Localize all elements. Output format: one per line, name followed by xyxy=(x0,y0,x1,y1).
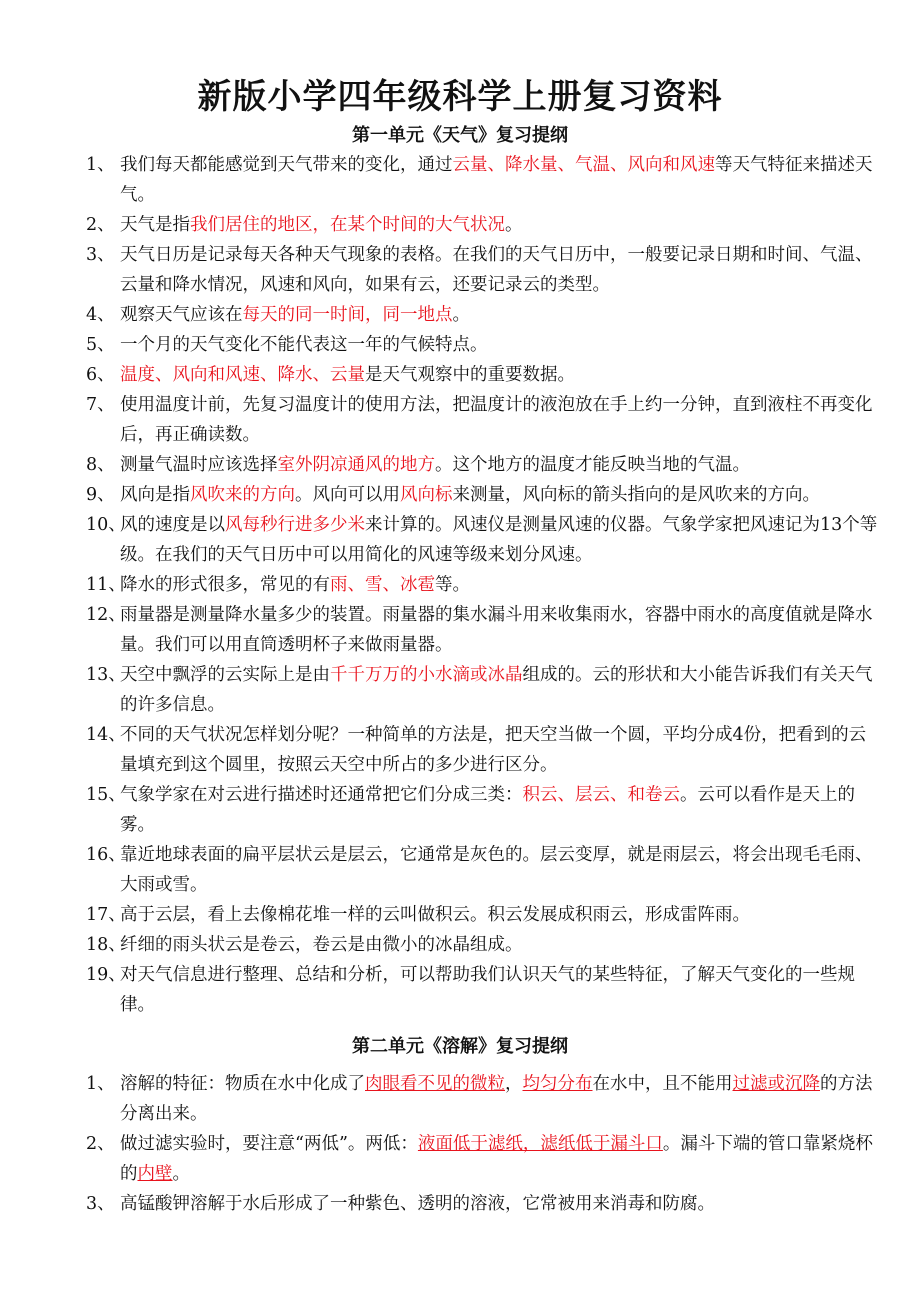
item-text: 组成的。云的形状和大小能告诉我们有关天气的许多信息。 xyxy=(120,665,873,715)
item-text: 风向是指 xyxy=(120,485,190,505)
item-text: 的方法分离出来。 xyxy=(120,1074,873,1124)
item-number: 10、 xyxy=(86,515,126,535)
item-text: 。 xyxy=(172,1164,190,1184)
underlined-text: 液面低于滤纸，滤纸低于漏斗口 xyxy=(417,1134,663,1154)
item-text: 溶解的特征：物质在水中化成了 xyxy=(120,1074,365,1094)
unit1-list-item xyxy=(86,900,881,930)
item-number: 3、 xyxy=(86,1194,115,1214)
highlighted-text: 我们居住的地区，在某个时间的大气状况 xyxy=(190,215,505,235)
item-text: 雨量器是测量降水量多少的装置。雨量器的集水漏斗用来收集雨水，容器中雨水的高度值就是降水量。我们可以用直筒透明杯子来做雨量器。 xyxy=(120,605,873,655)
item-text: 风的速度是以 xyxy=(120,515,225,535)
underlined-text: 过滤或沉降 xyxy=(732,1074,820,1094)
item-number: 1、 xyxy=(86,155,115,175)
item-number: 9、 xyxy=(86,485,115,505)
item-text: 在水中，且不能用 xyxy=(592,1074,733,1094)
item-text: 不同的天气状况怎样划分呢？一种简单的方法是，把天空当做一个圆，平均分成4份，把看到的云量填充到这个圆里，按照云天空中所占的多少进行区分。 xyxy=(120,725,867,775)
item-text: 对天气信息进行整理、总结和分析，可以帮助我们认识天气的某些特征，了解天气变化的一些规律。 xyxy=(120,965,855,1015)
highlighted-text: 积云、层云、和卷云 xyxy=(522,785,680,805)
unit1-list-item xyxy=(86,450,881,480)
item-text: 。这个地方的温度才能反映当地的气温。 xyxy=(435,455,750,475)
item-text: 测量气温时应该选择 xyxy=(120,455,278,475)
item-text: 是天气观察中的重要数据。 xyxy=(365,365,575,385)
unit1-list-item xyxy=(86,150,881,210)
item-text: 来测量，风向标的箭头指向的是风吹来的方向。 xyxy=(452,485,820,505)
item-number: 12、 xyxy=(86,605,126,625)
unit2-heading: 第二单元《溶解》复习提纲 xyxy=(352,1036,568,1057)
item-text: 。 xyxy=(505,215,523,235)
unit1-list-item xyxy=(86,600,881,660)
item-number: 7、 xyxy=(86,395,115,415)
unit1-list xyxy=(86,150,881,1020)
item-number: 2、 xyxy=(86,215,115,235)
unit1-list-item xyxy=(86,510,881,570)
item-number: 14、 xyxy=(86,725,126,745)
item-number: 11、 xyxy=(86,575,126,595)
item-number: 17、 xyxy=(86,905,126,925)
highlighted-text: 风向标 xyxy=(400,485,453,505)
unit1-list-item xyxy=(86,660,881,720)
item-number: 5、 xyxy=(86,335,115,355)
highlighted-text: 风吹来的方向 xyxy=(190,485,295,505)
item-number: 2、 xyxy=(86,1134,115,1154)
unit2-list xyxy=(86,1069,881,1219)
item-text: 来计算的。风速仪是测量风速的仪器。气象学家把风速记为13个等级。在我们的天气日历中可以用简化的风速等级来划分风速。 xyxy=(120,515,878,565)
item-text: 做过滤实验时，要注意“两低”。两低： xyxy=(120,1134,418,1154)
highlighted-text: 云量、降水量、气温、风向和风速 xyxy=(452,155,715,175)
item-text: 高锰酸钾溶解于水后形成了一种紫色、透明的溶液，它常被用来消毒和防腐。 xyxy=(120,1194,715,1214)
item-text: 气象学家在对云进行描述时还通常把它们分成三类： xyxy=(120,785,523,805)
highlighted-text: 千千万万的小水滴或冰晶 xyxy=(330,665,523,685)
item-text: 天气日历是记录每天各种天气现象的表格。在我们的天气日历中，一般要记录日期和时间、气温、云量和降水情况，风速和风向，如果有云，还要记录云的类型。 xyxy=(120,245,873,295)
item-number: 13、 xyxy=(86,665,126,685)
unit1-list-item xyxy=(86,360,881,390)
highlighted-text: 雨、雪、冰雹 xyxy=(330,575,435,595)
unit2-list-item xyxy=(86,1129,881,1189)
item-text: 纤细的雨头状云是卷云，卷云是由微小的冰晶组成。 xyxy=(120,935,523,955)
item-number: 4、 xyxy=(86,305,115,325)
underlined-text: 均匀分布 xyxy=(522,1074,593,1094)
unit1-list-item xyxy=(86,720,881,780)
item-text: 降水的形式很多，常见的有 xyxy=(120,575,330,595)
item-number: 19、 xyxy=(86,965,126,985)
unit1-heading: 第一单元《天气》复习提纲 xyxy=(352,125,568,146)
item-text: 等天气特征来描述天气。 xyxy=(120,155,873,205)
unit1-list-item xyxy=(86,960,881,1020)
item-text: 等。 xyxy=(435,575,470,595)
item-text: 。云可以看作是天上的雾。 xyxy=(120,785,855,835)
unit1-list-item xyxy=(86,780,881,840)
unit1-list-item xyxy=(86,240,881,300)
unit1-list-item xyxy=(86,210,881,240)
item-number: 1、 xyxy=(86,1074,115,1094)
item-text: 天气是指 xyxy=(120,215,190,235)
item-text: 观察天气应该在 xyxy=(120,305,243,325)
item-text: 使用温度计前，先复习温度计的使用方法，把温度计的液泡放在手上约一分钟，直到液柱不再变化后，再正确读数。 xyxy=(120,395,873,445)
unit2-list-item xyxy=(86,1189,881,1219)
unit1-list-item xyxy=(86,930,881,960)
item-text: 靠近地球表面的扁平层状云是层云，它通常是灰色的。层云变厚，就是雨层云，将会出现毛毛雨、大雨或雪。 xyxy=(120,845,873,895)
item-text: 。 xyxy=(452,305,470,325)
underlined-text: 肉眼看不见的微粒 xyxy=(365,1074,505,1094)
unit2-list-item xyxy=(86,1069,881,1129)
item-number: 6、 xyxy=(86,365,115,385)
item-text: 。漏斗下端的管口靠紧烧杯的 xyxy=(120,1134,873,1184)
item-text: 天空中飘浮的云实际上是由 xyxy=(120,665,330,685)
item-text: 一个月的天气变化不能代表这一年的气候特点。 xyxy=(120,335,488,355)
item-number: 8、 xyxy=(86,455,115,475)
document-title: 新版小学四年级科学上册复习资料 xyxy=(197,77,723,117)
item-text: 我们每天都能感觉到天气带来的变化，通过 xyxy=(120,155,453,175)
unit1-list-item xyxy=(86,330,881,360)
item-number: 18、 xyxy=(86,935,126,955)
unit1-list-item xyxy=(86,570,881,600)
unit1-list-item xyxy=(86,300,881,330)
highlighted-text: 温度、风向和风速、降水、云量 xyxy=(120,365,365,385)
item-number: 16、 xyxy=(86,845,126,865)
unit1-list-item xyxy=(86,840,881,900)
item-text: 。风向可以用 xyxy=(295,485,400,505)
highlighted-text: 室外阴凉通风的地方 xyxy=(277,455,435,475)
item-text: 高于云层，看上去像棉花堆一样的云叫做积云。积云发展成积雨云，形成雷阵雨。 xyxy=(120,905,750,925)
underlined-text: 内壁 xyxy=(137,1164,173,1184)
highlighted-text: 每天的同一时间，同一地点 xyxy=(242,305,453,325)
unit1-list-item xyxy=(86,390,881,450)
item-number: 3、 xyxy=(86,245,115,265)
highlighted-text: 风每秒行进多少米 xyxy=(225,515,365,535)
unit1-list-item xyxy=(86,480,881,510)
item-text: ， xyxy=(505,1074,523,1094)
item-number: 15、 xyxy=(86,785,126,805)
